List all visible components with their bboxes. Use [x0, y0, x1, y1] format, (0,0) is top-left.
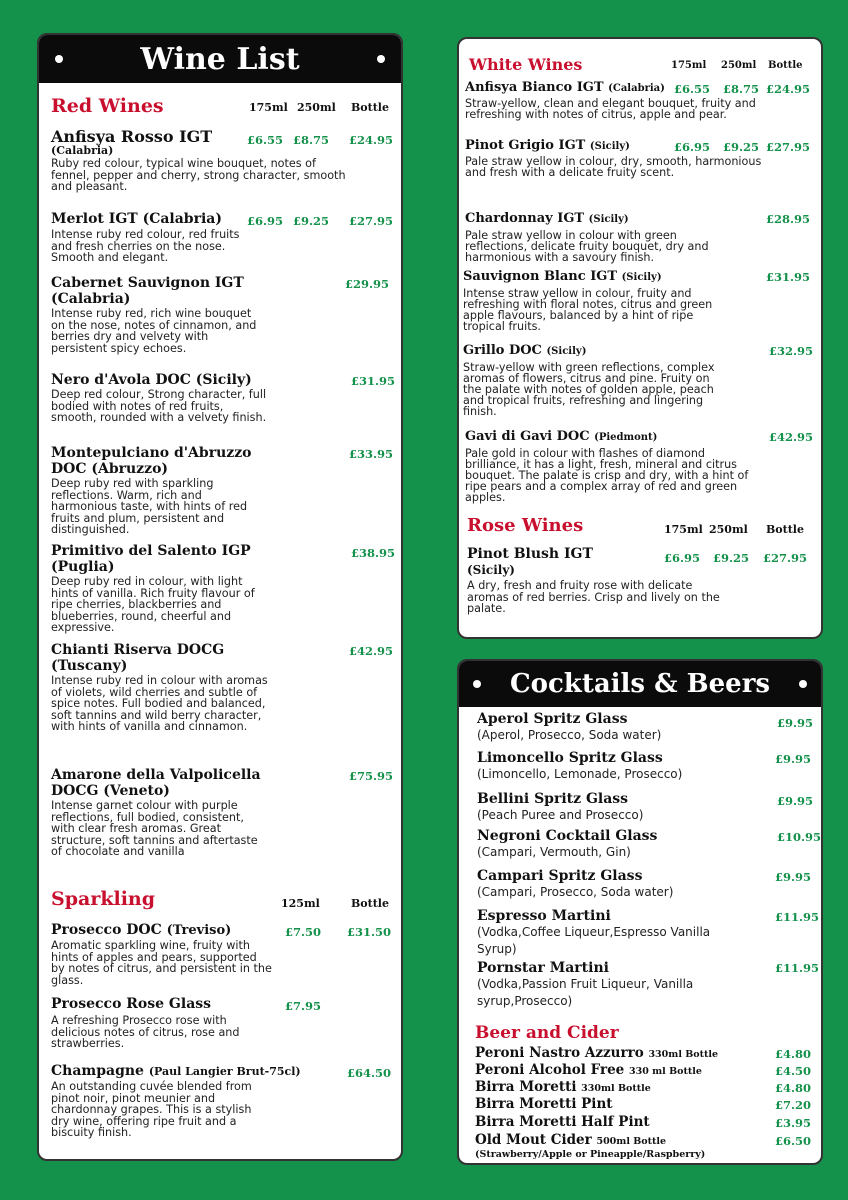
beer-size: 330ml Bottle [581, 1083, 651, 1094]
price-250ml: £9.25 [293, 214, 330, 228]
wine-name: Chianti Riserva DOCG (Tuscany) [51, 642, 225, 674]
beer-name: Peroni Nastro Azzurro [475, 1045, 644, 1061]
cocktails-panel [457, 659, 823, 1165]
beer-name: Old Mout Cider [475, 1132, 592, 1148]
wine-name [465, 80, 813, 97]
cocktail-item [477, 750, 813, 783]
wine-description: Aromatic sparkling wine, fruity with hints of apples and pears, supported by notes of citrus, and persistent in the glass. [51, 939, 272, 987]
cocktail-name: Campari Spritz Glass [477, 868, 643, 884]
beer-item [475, 1132, 666, 1150]
wine-region: (Sicily) [589, 141, 630, 152]
beer-item [475, 1062, 702, 1080]
wine-description: Straw-yellow, clean and elegant bouquet, fruity and refreshing with notes of citrus, apple and pear. [465, 97, 756, 121]
red-wine-item [51, 129, 393, 193]
wine-name: Prosecco Rose Glass [51, 996, 212, 1012]
price-bottle: £33.95 [349, 447, 394, 461]
wine-description: A dry, fresh and fruity rose with delicate aromas of red berries. Crisp and lively on the palate. [467, 579, 720, 616]
wine-name-text: Anfisya Bianco IGT [465, 80, 604, 95]
col-175ml: 175ml [671, 60, 707, 71]
price-bottle: £31.95 [351, 374, 396, 388]
cocktail-name: Limoncello Spritz Glass [477, 750, 663, 766]
red-wine-item [51, 642, 393, 733]
wine-name-text: Champagne [51, 1063, 144, 1079]
col-175ml: 175ml [664, 523, 703, 536]
wine-description: An outstanding cuvée blended from pinot noir, pinot meunier and chardonnay grapes. This is a stylish dry wine, offering ripe fruit and a biscuity finish. [51, 1080, 252, 1140]
wine-region: (Sicily) [621, 272, 662, 283]
price-bottle: £24.95 [766, 82, 811, 96]
col-125ml: 125ml [281, 897, 320, 910]
red-wines-title: Red Wines [51, 95, 164, 117]
price-bottle: £27.95 [349, 214, 394, 228]
beer-item [475, 1045, 718, 1063]
price-175ml: £6.95 [247, 214, 284, 228]
wine-region: (Piedmont) [594, 432, 658, 443]
price-bottle: £24.95 [349, 133, 394, 147]
cocktail-price: £11.95 [775, 961, 820, 975]
white-wine-item [465, 429, 813, 503]
beer-price: £4.80 [775, 1081, 812, 1095]
price-125ml: £7.50 [285, 925, 322, 939]
wine-name [463, 269, 813, 286]
beer-price: £4.50 [775, 1064, 812, 1078]
price-bottle: £31.95 [766, 270, 811, 284]
wine-description: A refreshing Prosecco rose with delicious notes of citrus, rose and strawberries. [51, 1014, 240, 1051]
red-wine-item [51, 372, 396, 425]
col-250ml: 250ml [297, 101, 336, 114]
cocktail-price: £11.95 [775, 910, 820, 924]
white-wine-item [465, 138, 813, 178]
sparkling-item [51, 1063, 393, 1139]
price-bottle: £42.95 [769, 430, 814, 444]
wine-description: Ruby red colour, typical wine bouquet, notes of fennel, pepper and cherry, strong character, smooth and pleasant. [51, 157, 346, 194]
beer-name: Birra Moretti Pint [475, 1096, 613, 1112]
red-wine-item [51, 275, 393, 354]
red-wine-item [51, 767, 393, 858]
wine-name-text: Chardonnay IGT [465, 211, 585, 226]
price-bottle: £28.95 [766, 212, 811, 226]
wine-region: (Paul Langier Brut-75cl) [148, 1065, 301, 1078]
wine-name-text: Sauvignon Blanc IGT [463, 269, 618, 284]
rose-wine-item [467, 546, 813, 615]
col-bottle: Bottle [351, 897, 389, 910]
beer-size: 500ml Bottle [596, 1136, 667, 1147]
wine-region: (Calabria) [608, 83, 665, 94]
wine-name: Primitivo del Salento IGP (Puglia) [51, 543, 251, 575]
price-bottle: £42.95 [349, 644, 394, 658]
white-wine-item [465, 80, 813, 120]
cocktail-item [477, 960, 813, 1010]
sparkling-title: Sparkling [51, 888, 156, 910]
cocktail-name: Aperol Spritz Glass [477, 711, 628, 727]
col-bottle: Bottle [766, 523, 804, 536]
wine-region: (Sicily) [588, 214, 629, 225]
wine-description: Deep red colour, Strong character, full bodied with notes of red fruits, smooth, rounded with a velvety finish. [51, 388, 267, 425]
price-250ml: £8.75 [723, 82, 760, 96]
cocktail-name: Negroni Cocktail Glass [477, 828, 658, 844]
beer-price: £3.95 [775, 1116, 812, 1130]
white-wine-item [463, 343, 813, 417]
price-175ml: £6.95 [664, 551, 701, 565]
white-wines-title: White Wines [469, 55, 583, 74]
beer-price: £6.50 [775, 1134, 812, 1148]
cocktails-title: Cocktails & Beers [509, 669, 771, 699]
col-250ml: 250ml [709, 523, 748, 536]
col-250ml: 250ml [721, 60, 757, 71]
wine-name [463, 343, 813, 360]
beer-price: £4.80 [775, 1047, 812, 1061]
beer-item [475, 1079, 651, 1097]
wine-name: Merlot IGT (Calabria) [51, 211, 222, 227]
wine-name-text: Prosecco DOC [51, 922, 162, 938]
price-250ml: £9.25 [723, 140, 760, 154]
beer-name: Birra Moretti Half Pint [475, 1114, 650, 1130]
wine-description: Intense garnet colour with purple reflections, full bodied, consistent, with clear fresh aromas. Great structure, soft tannins and aftertaste of chocolate and vanilla [51, 799, 258, 859]
cocktail-item [477, 908, 813, 958]
price-bottle: £38.95 [351, 546, 396, 560]
cocktail-price: £9.95 [777, 794, 814, 808]
price-125ml: £7.95 [285, 999, 322, 1013]
beer-name: Peroni Alcohol Free [475, 1062, 625, 1078]
price-bottle: £29.95 [345, 277, 390, 291]
price-250ml: £8.75 [293, 133, 330, 147]
cocktail-description: (Vodka,Passion Fruit Liqueur, Vanilla syrup,Prosecco) [477, 977, 694, 1008]
beer-name: Birra Moretti [475, 1079, 577, 1095]
cocktail-name: Pornstar Martini [477, 960, 609, 976]
sparkling-item [51, 996, 393, 1050]
col-175ml: 175ml [249, 101, 288, 114]
wine-name-text: Pinot Grigio IGT [465, 138, 586, 153]
wine-region: (Sicily) [467, 563, 515, 577]
cocktail-item [477, 828, 813, 861]
wine-description: Deep ruby red with sparkling reflections. Warm, rich and harmonious taste, with hints of red fruits and plum, persistent and distinguished. [51, 477, 248, 537]
wine-name [51, 1063, 393, 1080]
bullet-icon [473, 680, 481, 688]
price-bottle: £31.50 [347, 925, 392, 939]
cocktail-item [477, 711, 813, 744]
price-bottle: £27.95 [763, 551, 808, 565]
wine-description: Intense ruby red in colour with aromas of violets, wild cherries and subtle of spice notes. Full bodied and balanced, soft tannins and wild berry character, with hints of vanilla and cinnamon. [51, 674, 268, 734]
price-bottle: £32.95 [769, 344, 814, 358]
wine-description: Intense ruby red colour, red fruits and fresh cherries on the nose. Smooth and elegant. [51, 228, 240, 265]
wine-region: (Sicily) [546, 346, 587, 357]
cider-note: (Strawberry/Apple or Pineapple/Raspberry) [475, 1149, 706, 1160]
wine-name [465, 211, 813, 228]
price-bottle: £75.95 [349, 769, 394, 783]
wine-list-header [39, 35, 401, 83]
col-bottle: Bottle [351, 101, 389, 114]
wine-description: Pale gold in colour with flashes of diamond brilliance, it has a light, fresh, mineral and citrus bouquet. The palate is crisp and dry, with a hint of ripe pears and a complex array of red and green apples. [465, 447, 749, 504]
beer-cider-title: Beer and Cider [475, 1023, 619, 1043]
cocktail-description: (Peach Puree and Prosecco) [477, 808, 644, 822]
wine-name: Anfisya Rosso IGT [51, 127, 213, 146]
cocktail-item [477, 791, 813, 824]
cocktail-description: (Campari, Vermouth, Gin) [477, 845, 631, 859]
price-bottle: £64.50 [347, 1066, 392, 1080]
wine-list-title: Wine List [140, 41, 300, 77]
red-wine-item [51, 445, 393, 536]
cocktail-price: £10.95 [777, 830, 822, 844]
bullet-icon [55, 55, 63, 63]
white-wine-item [465, 211, 813, 263]
wine-name [51, 922, 393, 939]
cocktail-description: (Aperol, Prosecco, Soda water) [477, 728, 662, 742]
wine-description: Pale straw yellow in colour, dry, smooth, harmonious and fresh with a delicate fruity scent. [465, 155, 762, 179]
beer-item [475, 1114, 650, 1131]
beer-item [475, 1096, 613, 1113]
bullet-icon [377, 55, 385, 63]
cocktail-description: (Vodka,Coffee Liqueur,Espresso Vanilla Syrup) [477, 925, 711, 956]
cocktail-price: £9.95 [775, 870, 812, 884]
red-wine-item [51, 543, 396, 635]
beer-size: 330ml Bottle [648, 1049, 719, 1060]
white-rose-panel [457, 37, 823, 639]
beer-price: £7.20 [775, 1098, 812, 1112]
wine-name: Montepulciano d'Abruzzo DOC (Abruzzo) [51, 445, 252, 477]
rose-wines-title: Rose Wines [467, 515, 584, 536]
wine-description: Intense ruby red, rich wine bouquet on the nose, notes of cinnamon, and berries dry and velvety with persistent spicy echoes. [51, 307, 257, 355]
col-bottle: Bottle [768, 60, 803, 71]
price-175ml: £6.55 [247, 133, 284, 147]
price-bottle: £27.95 [766, 140, 811, 154]
wine-name [465, 138, 813, 155]
wine-name-text: Grillo DOC [463, 343, 542, 358]
cocktails-header [459, 661, 821, 707]
beer-size: 330 ml Bottle [628, 1066, 702, 1077]
wine-description: Intense straw yellow in colour, fruity and refreshing with floral notes, citrus and green apple flavours, balanced by a hint of ripe tropical fruits. [463, 287, 713, 333]
cocktail-price: £9.95 [777, 716, 814, 730]
wine-name: Cabernet Sauvignon IGT (Calabria) [51, 275, 244, 307]
cocktail-description: (Limoncello, Lemonade, Prosecco) [477, 767, 683, 781]
wine-region: (Calabria) [51, 144, 114, 157]
white-wine-item [463, 269, 813, 332]
wine-description: Pale straw yellow in colour with green reflections, delicate fruity bouquet, dry and harmonious with a savoury finish. [465, 229, 709, 264]
wine-region: (Treviso) [166, 923, 232, 938]
wine-name: Amarone della Valpolicella DOCG (Veneto) [51, 767, 261, 799]
wine-name-text: Gavi di Gavi DOC [465, 429, 590, 444]
cocktail-description: (Campari, Prosecco, Soda water) [477, 885, 674, 899]
wine-name: Pinot Blush IGT [467, 546, 593, 562]
cocktail-name: Espresso Martini [477, 908, 611, 924]
price-175ml: £6.55 [674, 82, 711, 96]
wine-name [465, 429, 813, 446]
cocktail-price: £9.95 [775, 752, 812, 766]
wine-name: Nero d'Avola DOC (Sicily) [51, 372, 252, 388]
wine-description: Deep ruby red in colour, with light hints of vanilla. Rich fruity flavour of ripe cherries, blackberries and blueberries, round, cheerful and expressive. [51, 575, 255, 635]
wine-description: Straw-yellow with green reflections, complex aromas of flowers, citrus and pine. Fruity on the palate with notes of golden apple, peach and tropical fruits, refreshing and lingering finish. [463, 361, 715, 418]
bullet-icon [799, 680, 807, 688]
sparkling-item [51, 922, 393, 986]
cocktail-name: Bellini Spritz Glass [477, 791, 629, 807]
cocktail-item [477, 868, 813, 901]
price-175ml: £6.95 [674, 140, 711, 154]
wine-list-panel [37, 33, 403, 1161]
red-wine-item [51, 211, 393, 264]
price-250ml: £9.25 [713, 551, 750, 565]
